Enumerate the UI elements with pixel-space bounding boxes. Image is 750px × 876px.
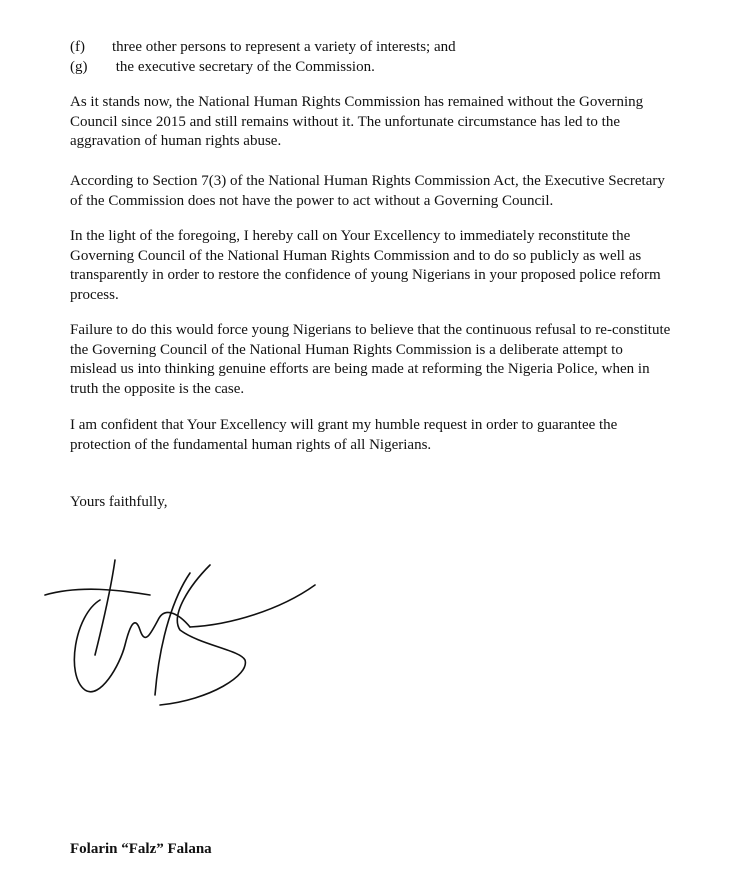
- text-line: Council since 2015 and still remains without it. The unfortunate circumstance has led to the: [70, 113, 621, 130]
- text-line: Failure to do this would force young Nigerians to believe that the continuous refusal to re-constitute: [70, 322, 671, 338]
- text-line: mislead us into thinking genuine efforts are being made at reforming the Nigeria Police, when in: [70, 361, 650, 378]
- text-line: I am confident that Your Excellency will grant my humble request in order to guarantee the: [70, 417, 618, 433]
- text-line: In the light of the foregoing, I hereby call on Your Excellency to immediately reconstitute the: [70, 228, 631, 244]
- closing: Yours faithfully,: [70, 494, 168, 510]
- text-line: Governing Council of the National Human Rights Commission and to do so publicly as well as: [70, 247, 642, 264]
- list: [70, 38, 710, 77]
- text-line: transparently in order to restore the confidence of young Nigerians in your proposed police reform: [70, 267, 661, 284]
- paragraph: [70, 321, 710, 400]
- list-label: (f): [70, 39, 85, 55]
- text-line: According to Section 7(3) of the National Human Rights Commission Act, the Executive Secretary: [70, 173, 665, 189]
- list-item: [70, 38, 710, 58]
- signature: [40, 555, 340, 715]
- text-line: protection of the fundamental human rights of all Nigerians.: [70, 436, 432, 453]
- text-line: As it stands now, the National Human Rights Commission has remained without the Governing: [70, 94, 644, 110]
- paragraph: [70, 416, 710, 455]
- text-line: process.: [70, 287, 119, 304]
- text-line: aggravation of human rights abuse.: [70, 133, 282, 150]
- list-label: (g): [70, 58, 88, 75]
- list-item: [70, 58, 710, 78]
- text-line: of the Commission does not have the power to act without a Governing Council.: [70, 192, 554, 209]
- paragraph: [70, 172, 710, 211]
- paragraph: [70, 227, 710, 306]
- list-text: three other persons to represent a variety of interests; and: [112, 39, 456, 55]
- text-line: the Governing Council of the National Human Rights Commission is a deliberate attempt to: [70, 341, 623, 358]
- paragraph: [70, 93, 710, 152]
- signatory-name: Folarin “Falz” Falana: [70, 841, 212, 857]
- list-text: the executive secretary of the Commission.: [112, 58, 375, 75]
- text-line: truth the opposite is the case.: [70, 381, 245, 398]
